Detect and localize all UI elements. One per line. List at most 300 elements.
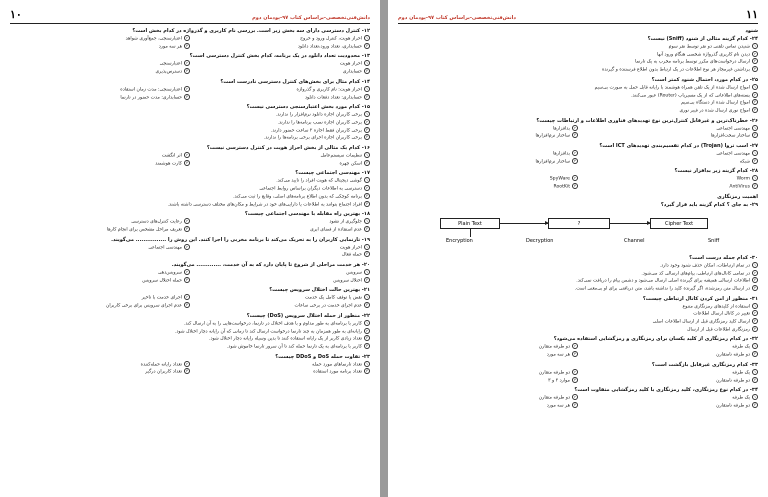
option-number: ۴ [572, 377, 578, 383]
section-title: اهمیت رمزنگاری [717, 193, 758, 200]
question-text: ۳۴- در کدام نوع رمزنگاری، کلید رمزنگاری با کلید رمزگشایی متفاوت است؟ [574, 387, 758, 394]
answer-option [190, 160, 370, 168]
answer-option [398, 394, 578, 402]
answer-option [10, 343, 370, 351]
option-text: تنظیمات سیستم‌عامل [320, 153, 362, 159]
option-list [398, 150, 758, 165]
question-block [398, 143, 758, 165]
option-text: دو طرفه متقارن [538, 395, 570, 401]
question-block [10, 313, 370, 351]
option-number: ۱ [752, 125, 758, 131]
option-number: ۴ [184, 302, 190, 308]
answer-option [578, 351, 758, 359]
option-text: اعتبارسنجی، جمع‌آوری شواهد [125, 36, 182, 42]
answer-option [10, 86, 190, 94]
option-number: ۲ [364, 119, 370, 125]
encryption-diagram [398, 212, 758, 252]
option-number: ۴ [572, 132, 578, 138]
question-block [10, 53, 370, 75]
answer-option [10, 328, 370, 336]
question-text: ۱۴- کدام مثال برای بخش‌های کنترل دسترسی نادرست است؟ [220, 78, 370, 85]
option-text: شنیدن تماس تلفنی دو نفر توسط نفر سوم [668, 44, 750, 50]
answer-option [10, 43, 190, 51]
question-block [398, 118, 758, 140]
right-page-header [398, 3, 758, 24]
answer-option [190, 368, 370, 376]
option-text: حسابداری، تعداد ورود،تعداد دانلود [297, 44, 362, 50]
answer-option [578, 132, 758, 140]
option-number: ۱ [364, 269, 370, 275]
option-list [398, 43, 758, 74]
answer-option [398, 175, 578, 183]
option-text: اثر انگشت [161, 153, 182, 159]
option-number: ۱ [364, 218, 370, 224]
option-number: ۴ [184, 94, 190, 100]
answer-option [190, 60, 370, 68]
option-text: حسابداری [342, 69, 362, 75]
answer-option [10, 218, 190, 226]
option-number: ۳ [364, 226, 370, 232]
answer-option [190, 226, 370, 234]
label-sniff: Sniff [708, 237, 720, 244]
option-number: ۳ [364, 368, 370, 374]
option-text: RootKit [553, 184, 570, 190]
answer-option [190, 251, 370, 259]
option-text: ارسال کلید رمزنگاری قبل از ارسال اطلاعات اصلی [652, 319, 750, 325]
question-block [10, 79, 370, 101]
left-page [0, 0, 380, 497]
answer-option [398, 351, 578, 359]
answer-option [398, 66, 758, 74]
option-text: AntiVirus [729, 184, 750, 190]
answer-option [398, 92, 758, 100]
option-text: رمزنگاری اطلاعات قبل از ارسال [687, 327, 750, 333]
option-text: برخی کاربران اجازه نصب برنامه‌ها را ندارند. [277, 120, 362, 126]
answer-option [10, 152, 190, 160]
label-channel: Channel [624, 237, 645, 244]
answer-option [190, 152, 370, 160]
option-number: ۴ [752, 66, 758, 72]
answer-option [398, 84, 758, 92]
option-number: ۳ [752, 99, 758, 105]
option-text: اعتبارسنجی: مدت زمان استفاده [120, 87, 182, 93]
option-text: برخی کاربران اجازه اجرای برخی برنامه‌ها را ندارند. [263, 135, 362, 141]
question-text: ۱۶- کدام یک مثالی از بخش احراز هویت در کنترل دسترسی نیست؟ [206, 145, 370, 152]
question-block [398, 336, 758, 358]
option-number: ۲ [572, 394, 578, 400]
label-decryption: Decryption [526, 237, 554, 244]
answer-option [10, 294, 190, 302]
option-text: احراز هویت [339, 245, 362, 251]
option-text: حمله اختلال سرویس [142, 278, 182, 284]
option-text: ارسال درخواست‌های مکرر توسط برنامه مخرب به یک تارنما [635, 59, 750, 65]
option-text: یک طرفه [732, 344, 750, 350]
question-text: ۳۱- منظور از امن کردن کانال ارتباطی چیست؟ [642, 295, 758, 302]
option-number: ۴ [364, 343, 370, 349]
option-number: ۱ [752, 150, 758, 156]
answer-option [190, 302, 370, 310]
option-number: ۱ [364, 152, 370, 158]
option-number: ۱ [752, 43, 758, 49]
option-text: برنامه کوچکی که بدون اطلاع برنامه‌های اصلی، وقایع را ثبت می‌کند. [233, 194, 362, 200]
option-number: ۲ [184, 218, 190, 224]
option-text: مهندسی اجتماعی [148, 245, 182, 251]
answer-option [10, 177, 370, 185]
option-number: ۴ [364, 134, 370, 140]
option-number: ۳ [364, 302, 370, 308]
option-text: تعداد کاربران درگیر [145, 369, 182, 375]
continued-text: شنود [745, 28, 758, 34]
option-text: احراز هویت: نام کاربری و گذرواژه [296, 87, 362, 93]
answer-option [398, 262, 758, 270]
question-29: ۲۹- به جای ؟ کدام گزینه باید قرار گیرد؟ [660, 201, 758, 208]
option-number: ۲ [184, 294, 190, 300]
answer-option [398, 377, 578, 385]
option-number: ۴ [752, 326, 758, 332]
option-list [10, 218, 370, 233]
answer-option [10, 335, 370, 343]
answer-option [190, 94, 370, 102]
question-text: ۲۳- تفاوت حمله DoS و DDoS چیست؟ [275, 353, 370, 360]
option-list [10, 111, 370, 142]
question-block [10, 211, 370, 233]
option-number: ۲ [752, 92, 758, 98]
answer-option [578, 158, 758, 166]
option-number: ۳ [752, 318, 758, 324]
option-text: استفاده از کلیدهای رمزنگاری متنوع [682, 304, 750, 310]
answer-option [10, 320, 370, 328]
answer-option [10, 160, 190, 168]
option-text: اختلال سرویس [333, 278, 362, 284]
arrow-1 [500, 223, 548, 224]
plain-text-box: Plain Text [440, 218, 500, 229]
option-number: ۴ [572, 183, 578, 189]
answer-option [10, 68, 190, 76]
question-text: ۲۷- اسب تروا (Trojan) در کدام تقسیم‌بندی تهدیدهای ICT است؟ [599, 143, 758, 150]
option-number: ۱ [752, 84, 758, 90]
option-number: ۲ [184, 35, 190, 41]
answer-option [190, 244, 370, 252]
option-number: ۱ [752, 343, 758, 349]
option-number: ۳ [364, 127, 370, 133]
option-number: ۴ [184, 43, 190, 49]
option-text: عدم اجرای خدمت در برخی ساعات [294, 303, 362, 309]
question-block [398, 296, 758, 334]
answer-option [10, 193, 370, 201]
answer-option [190, 43, 370, 51]
option-text: تعداد تارنماهای مورد حمله [312, 362, 362, 368]
option-text: اسکن چهره [339, 161, 362, 167]
option-text: بدافزارها [552, 126, 570, 132]
option-text: بدافزارها [552, 151, 570, 157]
option-text: مهندسی اجتماعی [716, 126, 750, 132]
option-text: شبکه [739, 159, 750, 165]
option-text: SpyWare [549, 176, 570, 182]
option-list [10, 177, 370, 208]
option-number: ۱ [752, 262, 758, 268]
right-page [388, 0, 768, 497]
option-number: ۳ [364, 193, 370, 199]
option-text: سرویس [346, 270, 362, 276]
option-number: ۲ [752, 270, 758, 276]
option-number: ۳ [364, 94, 370, 100]
answer-option [10, 361, 190, 369]
option-number: ۲ [572, 150, 578, 156]
option-text: در تمامی کانال‌های ارتباطی، پیام‌های ارسالی کد می‌شود. [641, 271, 750, 277]
option-number: ۴ [572, 351, 578, 357]
option-list [398, 125, 758, 140]
answer-option [578, 125, 758, 133]
option-list [398, 369, 758, 384]
option-text: امواج ارسال شده از یک تلفن همراه هوشمند با رایانه قابل حمل به صورت بی‌سیم [594, 85, 750, 91]
option-number: ۳ [752, 351, 758, 357]
question-text: ۳۲- در کدام رمزنگاری از کلید یکسان برای رمزنگاری و رمزگشایی استفاده می‌شود؟ [553, 336, 758, 343]
option-text: اجرای خدمت با تاخیر [141, 295, 182, 301]
option-number: ۲ [184, 361, 190, 367]
option-text: کاربر با برنامه‌ای به یک تارنما حمله کند تا آن سرور تارنما خاموش شود. [226, 344, 362, 350]
option-text: برداشتن غیرمجاز هر نوع اطلاعات در یک ارتباط بدون اطلاع فرستنده و گیرنده [602, 67, 750, 73]
answer-option [398, 369, 578, 377]
option-list [398, 343, 758, 358]
answer-option [190, 68, 370, 76]
answer-option [578, 150, 758, 158]
option-text: دسترس‌پذیری [155, 69, 182, 75]
connector-line [470, 229, 471, 237]
option-number: ۳ [364, 68, 370, 74]
answer-option [398, 51, 758, 59]
option-number: ۲ [752, 51, 758, 57]
option-text: عدم استفاده از فضای ابری [310, 227, 362, 233]
answer-option [10, 269, 190, 277]
option-number: ۴ [752, 107, 758, 113]
option-number: ۳ [752, 402, 758, 408]
option-list [398, 262, 758, 293]
answer-option [398, 343, 578, 351]
option-text: عدم اجرای سرویس برای برخی کاربران [106, 303, 182, 309]
cipher-text-box: Cipher Text [650, 218, 708, 229]
option-number: ۲ [184, 269, 190, 275]
option-number: ۳ [752, 158, 758, 164]
option-number: ۱ [364, 361, 370, 367]
option-number: ۲ [572, 175, 578, 181]
option-number: ۱ [752, 394, 758, 400]
option-list [398, 84, 758, 115]
answer-option [578, 183, 758, 191]
option-text: تعداد رایانه حمله‌کننده [140, 362, 182, 368]
option-text: کارت هوشمند [155, 161, 182, 167]
option-text: برخی کاربران فقط اجازه ۲ ساعت حضور دارند. [270, 128, 362, 134]
option-text: ساختار سخت‌افزارها [710, 133, 750, 139]
answer-option [398, 303, 758, 311]
option-text: دو طرفه متقارن [538, 344, 570, 350]
answer-option [10, 201, 370, 209]
option-text: تعداد برنامه مورد استفاده [313, 369, 362, 375]
answer-option [10, 302, 190, 310]
answer-option [10, 134, 370, 142]
option-text: احراز هویت [339, 61, 362, 67]
left-page-number: ۱۰ [10, 8, 22, 21]
question-block [10, 237, 370, 259]
option-text: دو طرفه متقارن [538, 370, 570, 376]
answer-option [398, 125, 578, 133]
left-question-list [10, 28, 370, 376]
left-header-title: دانش‌فنی‌تخصصی-براساس کتاب ۹۷-پودمان دوم [252, 15, 370, 21]
option-number: ۴ [184, 277, 190, 283]
option-number: ۱ [364, 294, 370, 300]
option-number: ۴ [184, 68, 190, 74]
option-number: ۲ [752, 310, 758, 316]
option-number: ۳ [364, 277, 370, 283]
option-text: هر سه مورد [546, 403, 570, 409]
question-text: ۲۱- بهترین حالت اختلال سرویس چیست؟ [269, 287, 370, 294]
answer-option [578, 394, 758, 402]
question-text: ۱۵- کدام مورد بخش اعتبارسنجی دسترسی نیست؟ [246, 104, 370, 111]
option-number: ۲ [364, 328, 370, 334]
answer-option [10, 368, 190, 376]
option-text: ساختار نرم‌افزارها [535, 159, 570, 165]
answer-option [398, 132, 578, 140]
answer-option [398, 277, 758, 285]
question-block [10, 145, 370, 167]
answer-option [398, 43, 758, 51]
question-text: ۲۲- منظور از حمله اختلال سرویس (DoS) چیست؟ [246, 312, 370, 319]
answer-option [190, 35, 370, 43]
answer-option [190, 361, 370, 369]
question-text: ۱۳- محدودیت تعداد دانلود در یک برنامه، کدام بخش کنترل دسترسی است؟ [189, 53, 370, 60]
option-text: اطلاعات ارسالی همیشه برای گیرنده اصلی ارسال می‌شود و دشمن پیام را دریافت نمی‌کند. [576, 278, 750, 284]
option-text: سرویس‌دهی [157, 270, 182, 276]
question-text: ۲۰- هر خدمت مراحلی از شروع تا پایان دارد که به آن خدمت، ............. می‌گویند. [171, 262, 370, 269]
answer-option [10, 94, 190, 102]
option-text: گوشی دیجیتال که هویت افراد را تایید می‌کند. [276, 178, 362, 184]
option-number: ۳ [752, 377, 758, 383]
option-text: برخی کاربران اجازه دانلود نرم‌افزار را ندارند. [275, 112, 362, 118]
option-text: Worm [736, 176, 750, 182]
question-text: ۱۹- تارنمایی کاربران را به تحریک می‌کند تا برنامه مخربی را اجرا کنند. این روش را ................ می‌گویند. [111, 236, 370, 243]
option-text: حمله فعال [341, 252, 362, 258]
option-text: دیدن نام کاربری گذرواژه شخصی هنگام ورود آنها [657, 52, 750, 58]
question-block [398, 168, 758, 190]
answer-option [578, 377, 758, 385]
option-text: هر سه مورد [158, 44, 182, 50]
question-text: ۱۲- کنترل دسترسی دارای سه بخش زیر است. بررسی نام کاربری و گذرواژه در کدام بخش است؟ [132, 28, 370, 34]
option-list [10, 294, 370, 309]
answer-option [398, 326, 758, 334]
answer-option [398, 150, 578, 158]
question-text: ۲۸- کدام گزینه زیر بدافزار نیست؟ [674, 168, 758, 175]
option-text: تعداد زیادی کاربر از یک رایانه استفاده کنند تا بدین وسیله رایانه دچار اختلال شود. [209, 336, 362, 342]
answer-option [190, 277, 370, 285]
right-header-title: دانش‌فنی‌تخصصی-براساس کتاب ۹۷-پودمان دوم [398, 15, 516, 21]
question-block [10, 170, 370, 208]
option-number: ۳ [752, 132, 758, 138]
option-number: ۴ [184, 160, 190, 166]
option-list [10, 269, 370, 284]
right-question-list-b [398, 255, 758, 410]
option-text: یک طرفه [732, 395, 750, 401]
option-number: ۳ [364, 160, 370, 166]
option-number: ۳ [364, 251, 370, 257]
answer-option [10, 119, 370, 127]
option-number: ۳ [364, 335, 370, 341]
option-number: ۴ [572, 402, 578, 408]
option-text: رعایت کنترل‌های دسترسی [131, 219, 182, 225]
option-text: امواج ارسال شده از دستگاه بی‌سیم [681, 100, 750, 106]
option-list [10, 320, 370, 351]
option-number: ۱ [364, 86, 370, 92]
option-number: ۲ [572, 343, 578, 349]
option-text: امواج نوری ارسال شده در فیبر نوری [679, 108, 750, 114]
question-text: ۲۵- در کدام مورد، احتمال شنود کمتر است؟ [651, 76, 758, 83]
option-number: ۱ [752, 175, 758, 181]
answer-option [10, 127, 370, 135]
option-text: دو طرفه نامتقارن [716, 403, 750, 409]
option-text: جلوگیری از نشود [329, 219, 362, 225]
option-number: ۲ [364, 185, 370, 191]
option-text: مهندسی اجتماعی [716, 151, 750, 157]
option-text: دو طرفه نامتقارن [716, 378, 750, 384]
answer-option [398, 310, 758, 318]
answer-option [10, 185, 370, 193]
option-text: یک طرفه [732, 370, 750, 376]
option-list [10, 152, 370, 167]
option-number: ۲ [184, 60, 190, 66]
option-number: ۲ [572, 369, 578, 375]
right-page-number: ۱۱ [746, 8, 758, 21]
option-text: موارد ۲ و ۳ [548, 378, 570, 384]
option-text: رایانه‌ای به طور همزمان به چند تارنما درخواست ارسال کند تا زمانی که آن رایانه دچار اختلال شود. [174, 329, 362, 335]
answer-option [10, 111, 370, 119]
option-text: هر سه مورد [546, 352, 570, 358]
option-text: تعریف مراحل مشخص برای انجام کارها [106, 227, 182, 233]
answer-option [10, 226, 190, 234]
answer-option [190, 269, 370, 277]
answer-option [398, 107, 758, 115]
option-number: ۲ [184, 86, 190, 92]
option-list [10, 244, 370, 259]
question-block [398, 255, 758, 293]
question-block [398, 36, 758, 74]
option-number: ۳ [364, 43, 370, 49]
option-text: افراد اجتماع بتوانند به اطلاعات یا دارایی‌های خود در شرایط و مکان‌های مختلف دسترسی داشته باشند. [167, 202, 362, 208]
answer-option [398, 158, 578, 166]
answer-option [578, 402, 758, 410]
answer-option [190, 218, 370, 226]
answer-option [398, 318, 758, 326]
answer-option [578, 343, 758, 351]
option-number: ۱ [364, 111, 370, 117]
option-number: ۲ [184, 244, 190, 250]
option-text: در ارسال متن رمزشده، اگر گیرنده کلید را نداشته باشد، متن دریافتی برای او بی‌معنی است. [574, 286, 750, 292]
option-text: بسته‌های اطلاعاتی که از یک مسیریاب (Router) عبور می‌کنند. [631, 93, 750, 99]
option-number: ۴ [572, 158, 578, 164]
option-number: ۴ [752, 285, 758, 291]
answer-option [190, 86, 370, 94]
option-list [398, 303, 758, 334]
option-number: ۱ [364, 177, 370, 183]
question-block [10, 262, 370, 284]
option-number: ۱ [364, 35, 370, 41]
option-number: ۳ [752, 58, 758, 64]
answer-option [10, 244, 190, 252]
answer-option [398, 99, 758, 107]
answer-option [578, 175, 758, 183]
answer-option [190, 294, 370, 302]
option-text: احراز هویت، کنترل ورود و خروج [300, 36, 362, 42]
option-number: ۳ [752, 183, 758, 189]
option-number: ۴ [184, 226, 190, 232]
option-list [10, 361, 370, 376]
